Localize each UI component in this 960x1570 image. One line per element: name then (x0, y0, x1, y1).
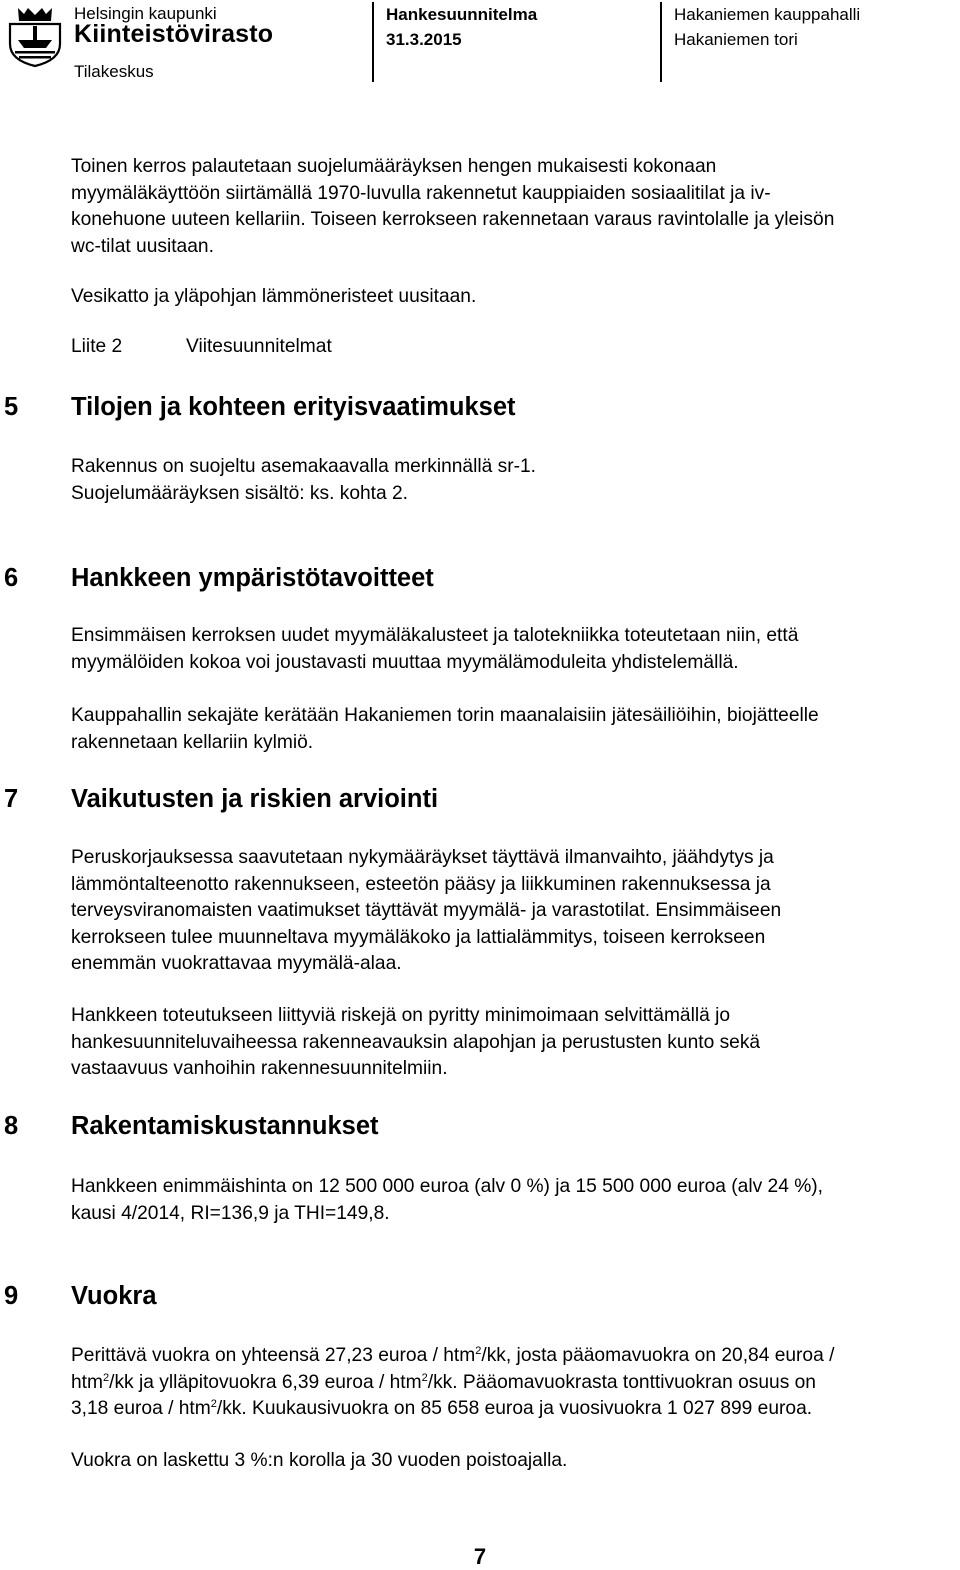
section-7-paragraph-1 (71, 845, 951, 978)
project-name: Hakaniemen kauppahalli (674, 5, 861, 24)
rent-text: htm (71, 1371, 103, 1393)
text-line: Rakennus on suojeltu asemakaavalla merkinnällä sr-1. (71, 456, 537, 477)
appendix-label: Liite 2 (71, 336, 123, 357)
text-line: terveysviranomaisten vaatimukset täyttävät myymälä- ja varastotilat. Ensimmäiseen (71, 900, 782, 921)
roof-paragraph: Vesikatto ja yläpohjan lämmöneristeet uusitaan. (71, 286, 477, 307)
text-line: hankesuunniteluvaiheessa rakenneavauksin alapohjan ja perustusten kunto sekä (71, 1031, 761, 1053)
rent-text: Perittävä vuokra on yhteensä 27,23 euroa / htm (71, 1345, 476, 1366)
section-number: 7 (4, 785, 19, 813)
section-heading: Hankkeen ympäristötavoitteet (71, 564, 434, 592)
unit-name: Tilakeskus (74, 62, 154, 81)
section-heading: Tilojen ja kohteen erityisvaatimukset (71, 393, 516, 421)
text-line: Peruskorjauksessa saavutetaan nykymääräykset täyttävä ilmanvaihto, jäähdytys ja (71, 847, 774, 868)
page-number: 7 (473, 1544, 487, 1569)
section-5-paragraph (71, 454, 951, 507)
document-info (386, 2, 537, 52)
text-line: vastaavuus vanhoihin rakennesuunnitelmiin. (71, 1058, 448, 1079)
section-number: 6 (4, 564, 19, 592)
city-name: Helsingin kaupunki (74, 4, 217, 23)
rent-text: /kk, josta pääomavuokra on 20,84 euroa / (481, 1345, 835, 1366)
interest-paragraph: Vuokra on laskettu 3 %:n korolla ja 30 vuoden poistoajalla. (71, 1450, 568, 1471)
superscript-2: 2 (103, 1371, 110, 1384)
text-line: Hankkeen enimmäishinta on 12 500 000 euroa (alv 0 %) ja 15 500 000 euroa (alv 24 %), (71, 1176, 823, 1197)
text-line: wc-tilat uusitaan. (71, 235, 214, 257)
text-line: Suojelumääräyksen sisältö: ks. kohta 2. (71, 482, 409, 504)
text-line: Hankkeen toteutukseen liittyviä riskejä on pyritty minimoimaan selvittämällä jo (71, 1005, 731, 1026)
document-date: 31.3.2015 (386, 30, 462, 49)
text-line (71, 1370, 951, 1397)
section-7-paragraph-2 (71, 1003, 951, 1083)
rent-text: /kk. Pääomavuokrasta tonttivuokran osuus on (427, 1371, 816, 1393)
text-line: lämmöntalteenotto rakennukseen, esteetön pääsy ja liikkuminen rakennuksessa ja (71, 873, 771, 895)
text-line: kerrokseen tulee muunneltava myymäläkoko ja lattialämmitys, toiseen kerrokseen (71, 926, 766, 948)
text-line: Toinen kerros palautetaan suojelumääräyksen hengen mukaisesti kokonaan (71, 156, 717, 177)
text-line: myymälöiden kokoa voi joustavasti muuttaa myymälämoduleita yhdistelemällä. (71, 651, 739, 673)
section-heading: Vaikutusten ja riskien arviointi (71, 785, 439, 813)
rent-text: /kk ja ylläpitovuokra 6,39 euroa / htm (109, 1371, 422, 1393)
section-number: 8 (4, 1112, 19, 1140)
text-line (71, 1396, 951, 1423)
superscript-2: 2 (421, 1371, 428, 1384)
text-line: Kauppahallin sekajäte kerätään Hakaniemen torin maanalaisiin jätesäiliöihin, biojätteelle (71, 705, 819, 726)
rent-text: /kk. Kuukausivuokra on 85 658 euroa ja vuosivuokra 1 027 899 euroa. (216, 1398, 813, 1419)
section-number: 9 (4, 1282, 19, 1310)
document-title: Hankesuunnitelma (386, 5, 538, 24)
project-location: Hakaniemen tori (674, 30, 798, 49)
rent-text: 3,18 euroa / htm (71, 1398, 211, 1419)
section-heading: Rakentamiskustannukset (71, 1112, 379, 1140)
section-8-paragraph (71, 1174, 951, 1227)
office-name: Kiinteistövirasto (74, 20, 274, 48)
text-line: rakennetaan kellariin kylmiö. (71, 731, 314, 753)
text-line: Ensimmäisen kerroksen uudet myymäläkalusteet ja talotekniikka toteutetaan niin, että (71, 625, 799, 646)
section-6-paragraph-1 (71, 623, 951, 676)
text-line: enemmän vuokrattavaa myymälä-alaa. (71, 953, 402, 974)
superscript-2: 2 (210, 1398, 217, 1410)
section-number: 5 (4, 393, 19, 421)
rent-paragraph (71, 1343, 951, 1423)
section-6-paragraph-2 (71, 703, 951, 756)
section-heading: Vuokra (71, 1282, 157, 1310)
header-divider (372, 2, 374, 82)
intro-paragraph (71, 154, 951, 260)
helsinki-crest-logo (4, 4, 66, 68)
text-line (71, 1343, 951, 1370)
header-divider (660, 2, 662, 82)
text-line: kausi 4/2014, RI=136,9 ja THI=149,8. (71, 1202, 390, 1224)
text-line: konehuone uuteen kellariin. Toiseen kerrokseen rakennetaan varaus ravintolalle ja yleisön (71, 209, 835, 230)
project-info (674, 2, 860, 52)
superscript-2: 2 (475, 1345, 482, 1357)
appendix-title: Viitesuunnitelmat (186, 336, 332, 357)
text-line: myymäläkäyttöön siirtämällä 1970-luvulla rakennetut kauppiaiden sosiaalitilat ja iv- (71, 182, 771, 204)
